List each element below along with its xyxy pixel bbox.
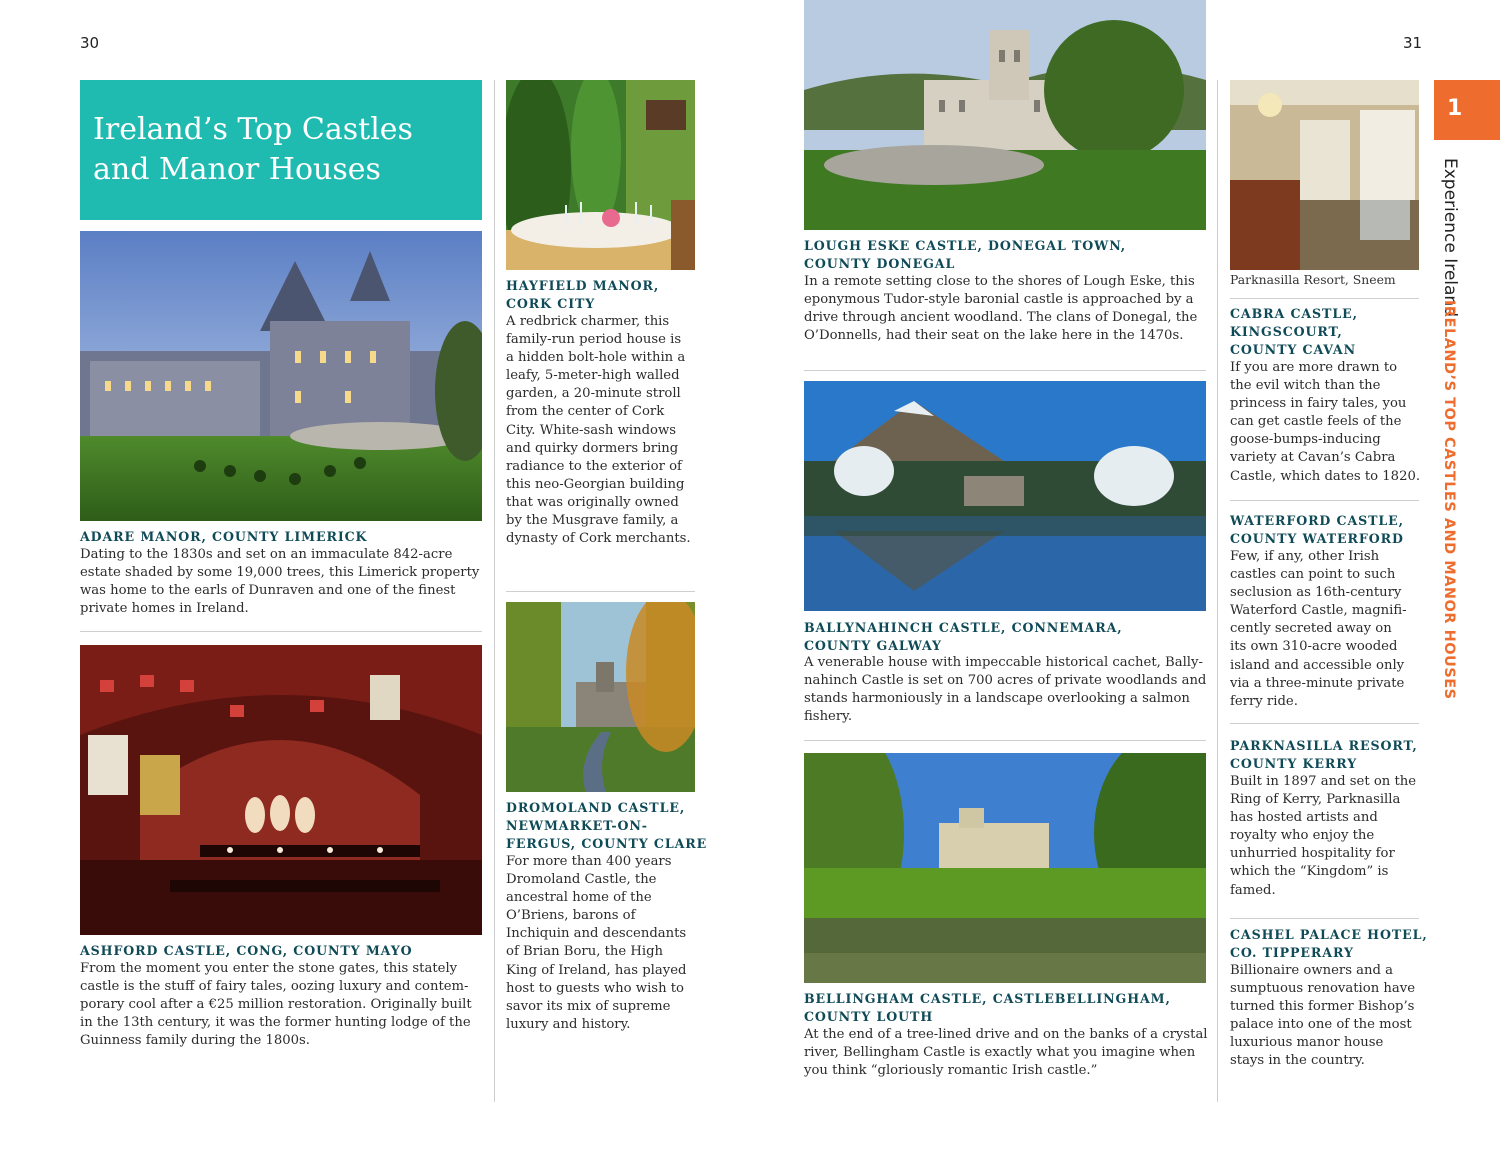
hayfield-manor-photo	[506, 80, 695, 270]
parknasilla-photo-caption: Parknasilla Resort, Sneem	[1230, 272, 1396, 287]
adare-manor-photo	[80, 231, 482, 521]
ballynahinch-castle-heading: BALLYNAHINCH CASTLE, CONNEMARA, COUNTY GALWAY	[804, 620, 1123, 653]
dromoland-castle-heading: DROMOLAND CASTLE, NEWMARKET-ON- FERGUS, COUNTY CLARE	[506, 800, 708, 851]
bellingham-castle-heading: BELLINGHAM CASTLE, CASTLEBELLINGHAM, COUNTY LOUTH	[804, 991, 1171, 1024]
chapter-topic-label: IRELAND’S TOP CASTLES AND MANOR HOUSES	[1441, 300, 1457, 700]
column-divider-left	[494, 80, 495, 1102]
ballynahinch-castle-description: A venerable house with impeccable historical cachet, Bally- nahinch Castle is set on 700 acres of private woodlands and stands harmoniously in a landscape overlooking a salmon fishery.	[804, 655, 1207, 725]
cashel-palace-heading: CASHEL PALACE HOTEL, CO. TIPPERARY	[1230, 927, 1428, 960]
feature-title-line-2: and Manor Houses	[93, 152, 381, 187]
parknasilla-resort-photo	[1230, 80, 1419, 270]
ashford-castle-photo	[80, 645, 482, 935]
feature-title-box	[80, 80, 482, 220]
divider-ballynahinch	[804, 740, 1206, 741]
ashford-castle-description: From the moment you enter the stone gates, this stately castle is the stuff of fairy tales, oozing luxury and contem- porary cool after a €25 million restoration. Originally built in the 13th century, it was the former hunting lodge of the Guinness family during the 1800s.	[80, 961, 472, 1049]
divider-lough-eske	[804, 370, 1206, 371]
dromoland-castle-photo	[506, 602, 695, 792]
cabra-castle-description: If you are more drawn to the evil witch than the princess in fairy tales, you can get castle feels of the goose-bumps-inducing variety at Cavan’s Cabra Castle, which dates to 1820.	[1230, 360, 1421, 484]
hayfield-manor-description: A redbrick charmer, this family-run period house is a hidden bolt-hole within a leafy, 5-meter-high walled garden, a 20-minute stroll from the center of Cork City. White-sash windows and quirky dormers bring radiance to the exterior of this neo-Georgian building that was originally owned by the Musgrave family, a dynasty of Cork merchants.	[506, 314, 691, 547]
feature-title-line-1: Ireland’s Top Castles	[93, 112, 413, 147]
divider-waterford	[1230, 723, 1419, 724]
divider-parknasilla	[1230, 918, 1419, 919]
column-divider-right	[1217, 80, 1218, 1102]
divider-hayfield	[506, 591, 695, 592]
bellingham-castle-photo	[804, 753, 1206, 983]
page-number-right: 31	[1403, 34, 1423, 52]
ashford-castle-heading: ASHFORD CASTLE, CONG, COUNTY MAYO	[80, 943, 413, 958]
lough-eske-castle-heading: LOUGH ESKE CASTLE, DONEGAL TOWN, COUNTY DONEGAL	[804, 238, 1127, 271]
parknasilla-resort-heading: PARKNASILLA RESORT, COUNTY KERRY	[1230, 738, 1418, 771]
divider-caption	[1230, 298, 1419, 299]
chapter-tab: 1	[1434, 80, 1500, 140]
dromoland-castle-description: For more than 400 years Dromoland Castle, the ancestral home of the O’Briens, barons of Inchiquin and descendants of Brian Boru, the High King of Ireland, has played host to guests who wish to savor its mix of supreme luxury and history.	[506, 854, 687, 1032]
bellingham-castle-description: At the end of a tree-lined drive and on the banks of a crystal river, Bellingham Castle is exactly what you imagine when you think “gloriously romantic Irish castle.”	[804, 1027, 1208, 1079]
hayfield-manor-heading: HAYFIELD MANOR, CORK CITY	[506, 278, 660, 311]
adare-manor-heading: ADARE MANOR, COUNTY LIMERICK	[80, 529, 368, 544]
chapter-section-label: Experience Ireland	[1440, 158, 1460, 318]
adare-manor-description: Dating to the 1830s and set on an immaculate 842-acre estate shaded by some 19,000 trees, this Limerick property was home to the earls of Dunraven and one of the finest private homes in Ireland.	[80, 547, 480, 617]
parknasilla-resort-description: Built in 1897 and set on the Ring of Kerry, Parknasilla has hosted artists and royalty who enjoy the unhurried hospitality for which the “Kingdom” is famed.	[1230, 774, 1417, 898]
ballynahinch-castle-photo	[804, 381, 1206, 611]
divider-cabra	[1230, 500, 1419, 501]
waterford-castle-description: Few, if any, other Irish castles can point to such seclusion as 16th-century Waterford Castle, magnifi- cently secreted away on its own 310-acre wooded island and accessible only via a three-minute private ferry ride.	[1230, 549, 1407, 709]
lough-eske-castle-photo	[804, 0, 1206, 230]
page-number-left: 30	[80, 34, 100, 52]
cabra-castle-heading: CABRA CASTLE, KINGSCOURT, COUNTY CAVAN	[1230, 306, 1358, 357]
divider-adare	[80, 631, 482, 632]
lough-eske-castle-description: In a remote setting close to the shores of Lough Eske, this eponymous Tudor-style baronial castle is approached by a drive through ancient woodland. The clans of Donegal, the O’Donnells, had their seat on the lake here in the 1470s.	[804, 274, 1198, 344]
cashel-palace-description: Billionaire owners and a sumptuous renovation have turned this former Bishop’s palace into one of the most luxurious manor house stays in the country.	[1230, 963, 1415, 1069]
waterford-castle-heading: WATERFORD CASTLE, COUNTY WATERFORD	[1230, 513, 1404, 546]
